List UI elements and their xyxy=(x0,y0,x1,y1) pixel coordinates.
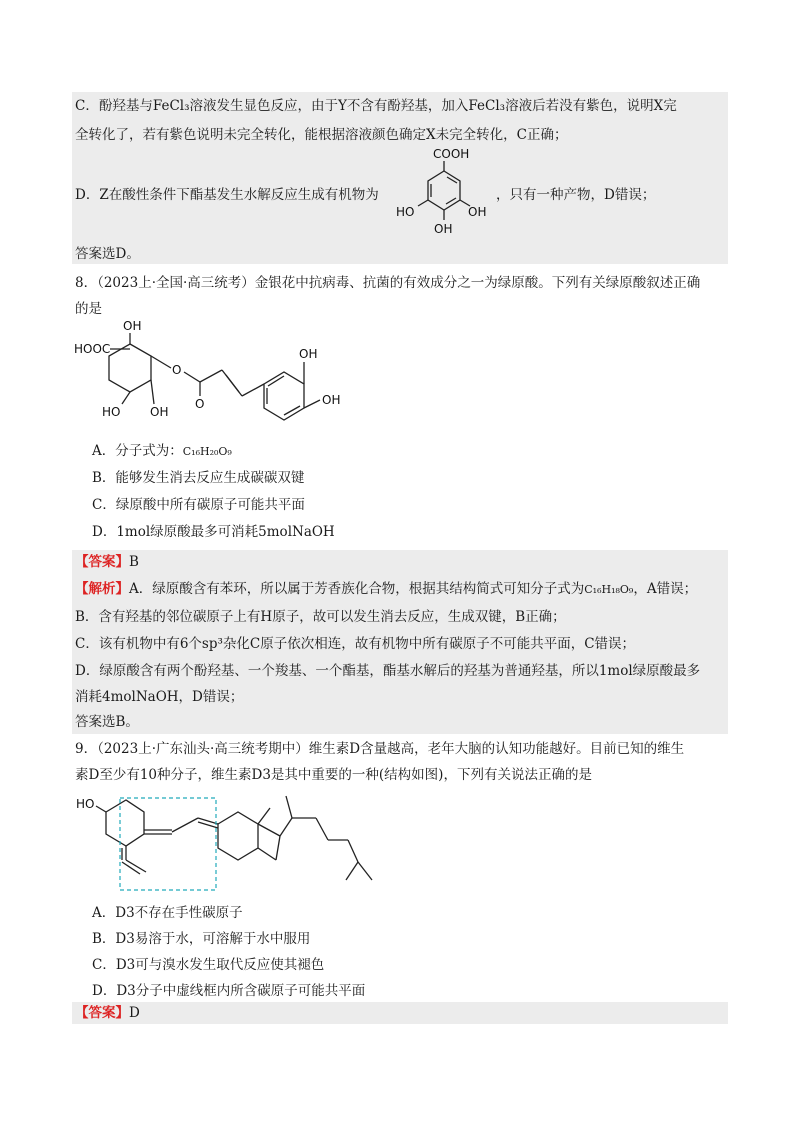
q9-option-c: C．D3可与溴水发生取代反应使其褪色 xyxy=(92,957,325,973)
q8-option-d xyxy=(92,521,335,543)
label-oh-top: OH xyxy=(123,319,142,333)
label-oh-bottom: OH xyxy=(434,222,453,236)
q9-stem-line2: 素D至少有10种分子，维生素D3是其中重要的一种(结构如图)，下列有关说法正确的是 xyxy=(75,767,592,783)
q8-option-a xyxy=(92,440,232,463)
label-oh-right: OH xyxy=(468,205,487,219)
q8-stem-line2: 的是 xyxy=(75,301,102,317)
q9-option-a: A．D3不存在手性碳原子 xyxy=(92,905,243,921)
label-oh-ring-top: OH xyxy=(299,347,318,361)
q8-analysis-d-line2: 消耗4molNaOH，D错误； xyxy=(75,689,244,705)
q9-stem-line1: 9．（2023上·广东汕头·高三统考期中）维生素D含量越高，老年大脑的认知功能越好。目前已知的维生 xyxy=(75,741,685,757)
label-cooh: COOH xyxy=(433,147,470,161)
q8-analysis-a-formula: C₁₆H₁₈O₉ xyxy=(584,583,634,596)
q8-analysis-a-text: A．绿原酸含有苯环，所以属于芳香族化合物，根据其结构简式可知分子式为 xyxy=(129,581,585,597)
answer-tag: 【答案】 xyxy=(75,1005,129,1021)
q7-option-c-line1: C．酚羟基与FeCl₃溶液发生显色反应，由于Y不含有酚羟基，加入FeCl₃溶液后若没有紫色，说明X完 xyxy=(75,98,677,114)
label-ho-low1: HO xyxy=(102,405,121,419)
q8-stem-line1: 8．（2023上·全国·高三统考）金银花中抗病毒、抗菌的有效成分之一为绿原酸。下列有关绿原酸叙述正确 xyxy=(75,275,701,291)
q9-option-b: B．D3易溶于水，可溶解于水中服用 xyxy=(92,931,311,947)
q8-answer-value: B xyxy=(129,554,139,570)
label-o-ester: O xyxy=(172,363,182,377)
q8-option-d-amount: 5molNaOH xyxy=(258,524,335,540)
dashed-box xyxy=(120,798,216,890)
label-hooc: HOOC xyxy=(74,342,111,356)
q8-analysis-a-end: ，A错误； xyxy=(633,581,698,597)
q8-option-d-text: 1mol绿原酸最多可消耗 xyxy=(116,524,259,540)
label-o-carbonyl: O xyxy=(195,397,205,411)
shade-q9-answer xyxy=(72,1002,728,1024)
q7-option-c-line2: 全转化了，若有紫色说明未完全转化，能根据溶液颜色确定X未完全转化，C正确； xyxy=(75,127,568,143)
q8-option-d-label: D． xyxy=(92,524,117,540)
q8-answer-line xyxy=(75,551,139,573)
label-ho: HO xyxy=(76,797,95,811)
q8-option-b: B．能够发生消去反应生成碳碳双键 xyxy=(92,470,305,486)
q8-analysis-a xyxy=(75,578,697,601)
label-oh-ring-right: OH xyxy=(322,393,341,407)
q8-final-answer: 答案选B。 xyxy=(75,714,139,730)
answer-tag: 【答案】 xyxy=(75,554,129,570)
q8-option-c: C．绿原酸中所有碳原子可能共平面 xyxy=(92,497,305,513)
q9-option-d: D．D3分子中虚线框内所含碳原子可能共平面 xyxy=(92,983,366,999)
q7-option-d-post: ，只有一种产物，D错误； xyxy=(496,187,656,203)
q7-option-d-pre: D．Z在酸性条件下酯基发生水解反应生成有机物为 xyxy=(75,187,379,203)
q9-answer-value: D xyxy=(129,1005,140,1021)
chlorogenic-acid-structure xyxy=(72,318,392,426)
q8-option-a-formula: C₁₆H₂₀O₉ xyxy=(182,445,232,458)
q8-analysis-b: B．含有羟基的邻位碳原子上有H原子，故可以发生消去反应，生成双键，B正确； xyxy=(75,609,566,625)
q8-option-a-label: A．分子式为： xyxy=(92,443,183,459)
q9-answer-line xyxy=(75,1002,140,1024)
q8-analysis-d-line1: D．绿原酸含有两个酚羟基、一个羧基、一个酯基，酯基水解后的羟基为普通羟基，所以1mol绿原酸最多 xyxy=(75,663,701,679)
q7-answer: 答案选D。 xyxy=(75,246,140,262)
q8-analysis-c: C．该有机物中有6个sp³杂化C原子依次相连，故有机物中所有碳原子不可能共平面，C错误； xyxy=(75,636,636,652)
analysis-tag: 【解析】 xyxy=(75,581,129,597)
vitamin-d3-structure xyxy=(72,790,432,895)
label-oh-low2: OH xyxy=(150,405,169,419)
gallic-acid-structure xyxy=(380,140,500,240)
label-ho-left: HO xyxy=(396,205,415,219)
